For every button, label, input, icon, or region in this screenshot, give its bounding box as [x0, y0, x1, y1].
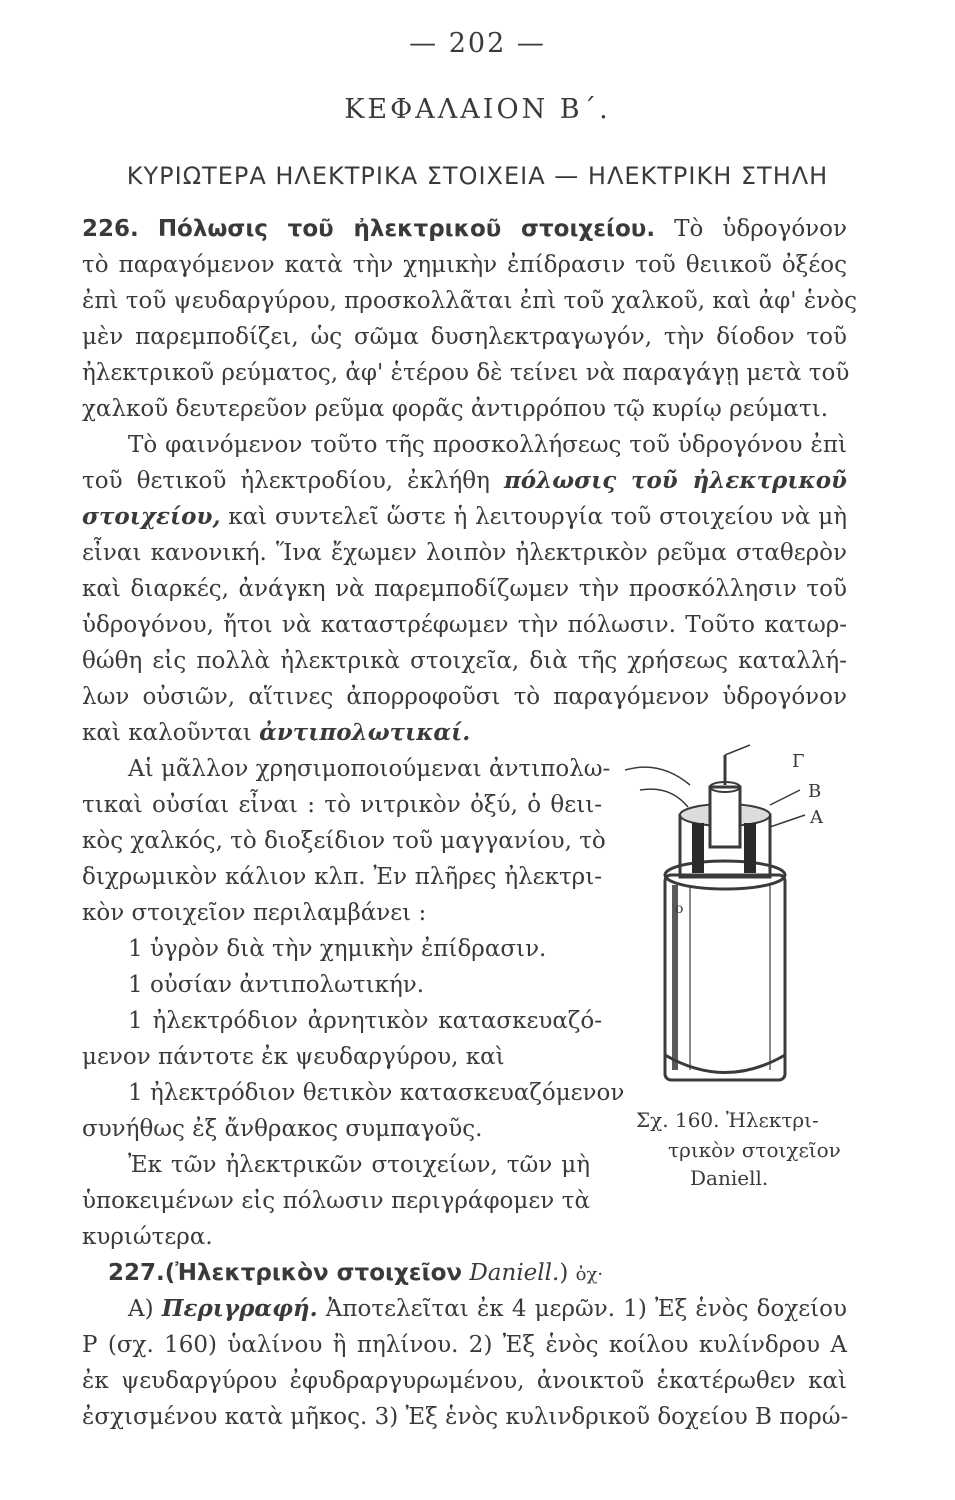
list-item: 1 οὐσίαν ἀντιπολωτικήν. — [128, 972, 425, 998]
section-227-number: 227. — [108, 1260, 165, 1286]
label-b: Β — [808, 781, 822, 802]
margin-note: ὀχ· — [575, 1264, 604, 1285]
list-item-continuation: μενον πάντοτε ἐκ ψευδαργύρου, καὶ — [82, 1044, 505, 1070]
column-line: Ἐκ τῶν ἠλεκτρικῶν στοιχείων, τῶν μὴ — [128, 1152, 590, 1178]
paragraph-line: τὸ παραγόμενον κατὰ τὴν χημικὴν ἐπίδρασιν τοῦ θειικοῦ ὀξέος — [82, 252, 847, 278]
paragraph-line: χαλκοῦ δευτερεῦον ρεῦμα φορᾶς ἀντιρρόπου τῷ κυρίῳ ρεύματι. — [82, 396, 829, 422]
section-227-heading-name: Daniell. — [469, 1260, 560, 1286]
paragraph-line-term — [82, 718, 470, 748]
section-226-line-1 — [82, 214, 847, 244]
paragraph-line: λων οὐσιῶν, αἵτινες ἀπορροφοῦσι τὸ παραγόμενον ὑδρογόνον — [82, 684, 847, 710]
term-polarization: πόλωσις τοῦ ἠλεκτρικοῦ — [503, 467, 848, 494]
page-number: — 202 — — [409, 28, 546, 59]
paragraph-line: ἐπὶ τοῦ ψευδαργύρου, προσκολλᾶται ἐπὶ τοῦ χαλκοῦ, καὶ ἀφ' ἑνὸς — [82, 288, 857, 314]
list-item-continuation: συνήθως ἐξ ἄνθρακος συμπαγοῦς. — [82, 1116, 483, 1142]
column-line: διχρωμικὸν κάλιον κλπ. Ἐν πλῆρες ἠλεκτρι- — [82, 864, 602, 890]
column-line: κὸς χαλκός, τὸ διοξείδιον τοῦ μαγγανίου, τὸ — [82, 828, 606, 854]
column-line: κυριώτερα. — [82, 1224, 213, 1250]
paragraph-line: Ρ (σχ. 160) ὑαλίνου ἢ πηλίνου. 2) Ἐξ ἑνὸς κοίλου κυλίνδρου Α — [82, 1332, 847, 1358]
label-gamma: Γ — [792, 751, 805, 772]
paragraph-line: Τὸ φαινόμενον τοῦτο τῆς προσκολλήσεως τοῦ ὑδρογόνου ἐπὶ — [128, 432, 847, 458]
text-fragment: Ἀποτελεῖται ἐκ 4 μερῶν. 1) Ἐξ ἑνὸς δοχείου — [325, 1296, 848, 1322]
section-226-heading: Πόλωσις τοῦ ἠλεκτρικοῦ στοιχείου. — [157, 216, 656, 242]
section-226-number: 226. — [82, 216, 139, 242]
figure-caption-line-3: Daniell. — [690, 1166, 769, 1190]
paragraph-line: ἠλεκτρικοῦ ρεύματος, ἀφ' ἑτέρου δὲ τείνει νὰ παραγάγῃ μετὰ τοῦ — [82, 360, 850, 386]
list-item: 1 ἠλεκτρόδιον ἀρνητικὸν κατασκευαζό- — [128, 1008, 602, 1034]
text-fragment: καὶ συντελεῖ ὥστε ἡ λειτουργία τοῦ στοιχείου νὰ μὴ — [228, 504, 847, 530]
term-antipolarizing: ἀντιπολωτικαί. — [259, 719, 471, 746]
column-line: τικαὶ οὐσίαι εἶναι : τὸ νιτρικὸν ὀξύ, ὁ θειι- — [82, 792, 602, 818]
column-line: ὑποκειμένων εἰς πόλωσιν περιγράφομεν τὰ — [82, 1188, 590, 1214]
list-item: 1 ἠλεκτρόδιον θετικὸν κατασκευαζόμενον — [128, 1080, 625, 1106]
chapter-subtitle: ΚΥΡΙΩΤΕΡΑ ΗΛΕΚΤΡΙΚΑ ΣΤΟΙΧΕΙΑ — ΗΛΕΚΤΡΙΚΗ ΣΤΗΛΗ — [126, 162, 829, 190]
label-a: Α — [810, 807, 823, 828]
paragraph-line-term — [128, 1294, 847, 1324]
paragraph-line: θώθη εἰς πολλὰ ἠλεκτρικὰ στοιχεῖα, διὰ τῆς χρήσεως καταλλή- — [82, 648, 847, 674]
paragraph-line-term — [82, 502, 847, 532]
paragraph-line: εἶναι κανονική. Ἵνα ἔχωμεν λοιπὸν ἠλεκτρικὸν ρεῦμα σταθερὸν — [82, 540, 847, 566]
paragraph-line: ὑδρογόνου, ἤτοι νὰ καταστρέφωμεν τὴν πόλωσιν. Τοῦτο κατωρ- — [82, 612, 847, 638]
label-o: ο — [675, 901, 684, 917]
figure-caption-line-1: Σχ. 160. Ἠλεκτρι- — [636, 1108, 819, 1132]
list-item: 1 ὑγρὸν διὰ τὴν χημικὴν ἐπίδρασιν. — [128, 936, 547, 962]
term-description: Περιγραφή. — [161, 1295, 318, 1322]
daniell-cell-figure — [620, 735, 850, 1105]
paragraph-line: καὶ διαρκές, ἀνάγκη νὰ παρεμποδίζωμεν τὴν προσκόλλησιν τοῦ — [82, 576, 847, 602]
term-polarization-end: στοιχείου, — [82, 503, 221, 530]
chapter-title: ΚΕΦΑΛΑΙΟΝ Β΄. — [344, 94, 611, 125]
text-fragment: Τὸ ὑδρογόνον — [674, 216, 847, 242]
paragraph-line: ἐσχισμένου κατὰ μῆκος. 3) Ἐξ ἑνὸς κυλινδρικοῦ δοχείου Β πορώ- — [82, 1404, 849, 1430]
paragraph-line-term — [82, 466, 847, 496]
text-fragment: τοῦ θετικοῦ ἠλεκτροδίου, ἐκλήθη — [82, 468, 490, 494]
section-227-heading-line — [108, 1258, 603, 1290]
porous-pot — [710, 755, 740, 847]
section-227-heading: (Ἠλεκτρικὸν στοιχεῖον — [164, 1260, 463, 1286]
heading-close-paren: ) — [559, 1260, 569, 1286]
paragraph-line: ἐκ ψευδαργύρου ἐφυδραργυρωμένου, ἀνοικτοῦ ἑκατέρωθεν καὶ — [82, 1368, 847, 1394]
figure-caption-line-2: τρικὸν στοιχεῖον — [668, 1138, 841, 1162]
item-label: Α) — [128, 1296, 154, 1322]
paragraph-line: μὲν παρεμποδίζει, ὡς σῶμα δυσηλεκτραγωγόν, τὴν δίοδον τοῦ — [82, 324, 847, 350]
column-line: Αἱ μᾶλλον χρησιμοποιούμεναι ἀντιπολω- — [128, 756, 611, 782]
text-fragment: καὶ καλοῦνται — [82, 720, 252, 746]
column-line: κὸν στοιχεῖον περιλαμβάνει : — [82, 900, 427, 926]
